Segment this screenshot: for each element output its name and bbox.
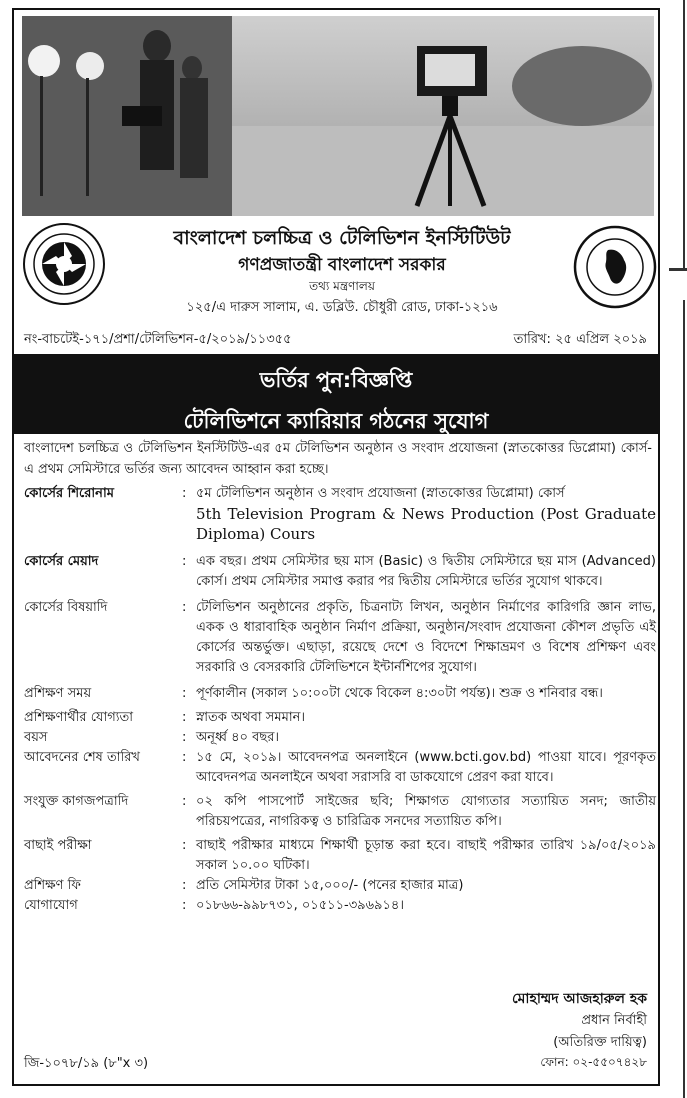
- signature-block: [512, 988, 647, 1054]
- detail-label: কোর্সের শিরোনাম: [24, 486, 114, 501]
- detail-row-duration: কোর্সের মেয়াদ : এক বছর। প্রথম সেমিস্টার ছয় মাস (Basic) ও দ্বিতীয় সেমিস্টারে ছয় মাস (Advanced) কোর্স। প্রথম সেমিস্টার সমাপ্ত করার পর দ্বিতীয় সেমিস্টারে ভর্তির সুযোগ থাকবে।: [24, 552, 656, 592]
- signatory-name: মোহাম্মদ আজহারুল হক: [511, 991, 647, 1007]
- notice-date: তারিখ: ২৫ এপ্রিল ২০১৯: [513, 332, 647, 347]
- column-divider-tick: [669, 268, 687, 271]
- detail-label: বয়স: [24, 730, 48, 745]
- film-set-photo: [22, 16, 654, 216]
- detail-label: প্রশিক্ষণ সময়: [24, 686, 92, 701]
- detail-row-training-time: প্রশিক্ষণ সময় : পূর্ণকালীন (সকাল ১০:০০টা থেকে বিকেল ৪:৩০টা পর্যন্ত)। শুক্র ও শনিবার বন্ধ।: [24, 684, 656, 704]
- detail-value: অনূর্ধ্ব ৪০ বছর।: [196, 730, 280, 745]
- detail-row-selection-test: বাছাই পরীক্ষা : বাছাই পরীক্ষার মাধ্যমে শিক্ষার্থী চূড়ান্ত করা হবে। বাছাই পরীক্ষার তারিখ ১৯/০৫/২০১৯ সকাল ১০.০০ ঘটিকা।: [24, 836, 656, 876]
- banner-subtitle: টেলিভিশনে ক্যারিয়ার গঠনের সুযোগ: [183, 409, 489, 433]
- detail-label: বাছাই পরীক্ষা: [24, 838, 92, 853]
- government-name: গণপ্রজাতন্ত্রী বাংলাদেশ সরকার: [238, 255, 446, 275]
- detail-value: ০২ কপি পাসপোর্ট সাইজের ছবি; শিক্ষাগত যোগ্যতার সত্যায়িত সনদ; জাতীয় পরিচয়পত্রের, নাগরিকত্ব ও চারিত্রিক সনদের সত্যায়িত কপি।: [196, 794, 656, 829]
- detail-value-english: 5th Television Program & News Production (Post Graduate Diploma) Cours: [196, 505, 656, 543]
- detail-row-contact: যোগাযোগ : ০১৮৬৬-৯৯৮৭৩১, ০১৫১১-৩৯৬৯১৪।: [24, 896, 656, 916]
- detail-label: যোগাযোগ: [24, 898, 78, 913]
- banner-title: ভর্তির পুন:বিজ্ঞপ্তি: [259, 368, 413, 392]
- detail-label: প্রশিক্ষণ ফি: [24, 878, 81, 893]
- detail-value: পূর্ণকালীন (সকাল ১০:০০টা থেকে বিকেল ৪:৩০টা পর্যন্ত)। শুক্র ও শনিবার বন্ধ।: [196, 686, 603, 701]
- notice-banner: [14, 354, 658, 434]
- detail-value: এক বছর। প্রথম সেমিস্টার ছয় মাস (Basic) ও দ্বিতীয় সেমিস্টারে ছয় মাস (Advanced) কোর্স। প্রথম সেমিস্টার সমাপ্ত করার পর দ্বিতীয় সেমিস্টারে ভর্তির সুযোগ থাকবে।: [196, 554, 656, 589]
- detail-label: কোর্সের বিষয়াদি: [24, 600, 108, 615]
- details-list: [24, 484, 656, 916]
- institute-logo: [22, 222, 106, 306]
- detail-value: ৫ম টেলিভিশন অনুষ্ঠান ও সংবাদ প্রযোজনা (স্নাতকোত্তর ডিপ্লোমা) কোর্স: [196, 486, 565, 501]
- reference-number: নং-বাচটেই-১৭১/প্রশা/টেলিভিশন-৫/২০১৯/১১৩৫৫: [24, 332, 292, 347]
- detail-label: সংযুক্ত কাগজপত্রাদি: [24, 794, 129, 809]
- detail-label: প্রশিক্ষণার্থীর যোগ্যতা: [24, 710, 134, 725]
- detail-label: আবেদনের শেষ তারিখ: [24, 750, 140, 765]
- detail-value: টেলিভিশন অনুষ্ঠানের প্রকৃতি, চিত্রনাট্য লিখন, অনুষ্ঠান নির্মাণের কারিগরি জ্ঞান লাভ, একক ও ধারাবাহিক অনুষ্ঠান নির্মাণ প্রক্রিয়া, অনুষ্ঠান/সংবাদ প্রযোজনা কৌশল প্রভৃতি এই কোর্সের অন্তর্ভুক্ত। এছাড়া, রয়েছে দেশে ও বিদেশে শিক্ষাভ্রমণ ও বিশেষ প্রশিক্ষণ এবং সরকারি ও বেসরকারি টেলিভিশনে ইন্টার্নশিপের সুযোগ।: [196, 600, 656, 675]
- detail-row-fee: প্রশিক্ষণ ফি : প্রতি সেমিস্টার টাকা ১৫,০০০/- (পনের হাজার মাত্র): [24, 876, 656, 896]
- detail-value: ০১৮৬৬-৯৯৮৭৩১, ০১৫১১-৩৯৬৯১৪।: [196, 898, 405, 913]
- detail-row-eligibility: প্রশিক্ষণার্থীর যোগ্যতা : স্নাতক অথবা সমমান।: [24, 708, 656, 728]
- detail-row-course-title: কোর্সের শিরোনাম : ৫ম টেলিভিশন অনুষ্ঠান ও সংবাদ প্রযোজনা (স্নাতকোত্তর ডিপ্লোমা) কোর্স 5th Television Program & News Production (Post Graduate Diploma) Cours: [24, 486, 656, 543]
- detail-row-documents: সংযুক্ত কাগজপত্রাদি : ০২ কপি পাসপোর্ট সাইজের ছবি; শিক্ষাগত যোগ্যতার সত্যায়িত সনদ; জাতীয় পরিচয়পত্রের, নাগরিকত্ব ও চারিত্রিক সনদের সত্যায়িত কপি।: [24, 792, 656, 832]
- contact-phone: ফোন: ০২-৫৫০৭৪২৮: [540, 1055, 647, 1069]
- column-divider-lower: [683, 300, 685, 1098]
- detail-label: কোর্সের মেয়াদ: [24, 554, 99, 569]
- detail-value: বাছাই পরীক্ষার মাধ্যমে শিক্ষার্থী চূড়ান্ত করা হবে। বাছাই পরীক্ষার তারিখ ১৯/০৫/২০১৯ সকাল ১০.০০ ঘটিকা।: [196, 838, 656, 873]
- detail-value: ১৫ মে, ২০১৯। আবেদনপত্র অনলাইনে (www.bcti.gov.bd) পাওয়া যাবে। পূরণকৃত আবেদনপত্র অনলাইনে অথবা সরাসরি বা ডাকযোগে প্রেরণ করা যাবে।: [196, 750, 656, 785]
- institute-address: ১২৫/এ দারুস সালাম, এ. ডব্লিউ. চৌধুরী রোড, ঢাকা-১২১৬: [186, 300, 498, 315]
- ministry-name: তথ্য মন্ত্রণালয়: [309, 279, 375, 293]
- signatory-charge: (অতিরিক্ত দায়িত্ব): [553, 1035, 647, 1050]
- government-seal-logo: [572, 224, 658, 310]
- detail-row-deadline: আবেদনের শেষ তারিখ : ১৫ মে, ২০১৯। আবেদনপত্র অনলাইনে (www.bcti.gov.bd) পাওয়া যাবে। পূরণকৃত আবেদনপত্র অনলাইনে অথবা সরাসরি বা ডাকযোগে প্রেরণ করা যাবে।: [24, 748, 656, 788]
- column-divider: [683, 0, 685, 270]
- detail-value: স্নাতক অথবা সমমান।: [196, 710, 306, 725]
- detail-row-age: বয়স : অনূর্ধ্ব ৪০ বছর।: [24, 728, 656, 748]
- gazette-code: জি-১০৭৮/১৯ (৮"x ৩): [24, 1056, 149, 1071]
- detail-value: প্রতি সেমিস্টার টাকা ১৫,০০০/- (পনের হাজার মাত্র): [196, 878, 464, 893]
- detail-row-subjects: কোর্সের বিষয়াদি : টেলিভিশন অনুষ্ঠানের প্রকৃতি, চিত্রনাট্য লিখন, অনুষ্ঠান নির্মাণের কারিগরি জ্ঞান লাভ, একক ও ধারাবাহিক অনুষ্ঠান নির্মাণ প্রক্রিয়া, অনুষ্ঠান/সংবাদ প্রযোজনা কৌশল প্রভৃতি এই কোর্সের অন্তর্ভুক্ত। এছাড়া, রয়েছে দেশে ও বিদেশে শিক্ষাভ্রমণ ও বিশেষ প্রশিক্ষণ এবং সরকারি ও বেসরকারি টেলিভিশনে ইন্টার্নশিপের সুযোগ।: [24, 598, 656, 678]
- signatory-designation: প্রধান নির্বাহী: [581, 1013, 647, 1028]
- intro-paragraph: বাংলাদেশ চলচ্চিত্র ও টেলিভিশন ইনস্টিটিউ-এর ৫ম টেলিভিশন অনুষ্ঠান ও সংবাদ প্রযোজনা (স্নাতকোত্তর ডিপ্লোমা) কোর্স-এ প্রথম সেমিস্টারে ভর্তির জন্য আবেদন আহ্বান করা হচ্ছে।: [24, 441, 652, 477]
- institute-name: বাংলাদেশ চলচ্চিত্র ও টেলিভিশন ইনস্টিটিউট: [173, 227, 511, 249]
